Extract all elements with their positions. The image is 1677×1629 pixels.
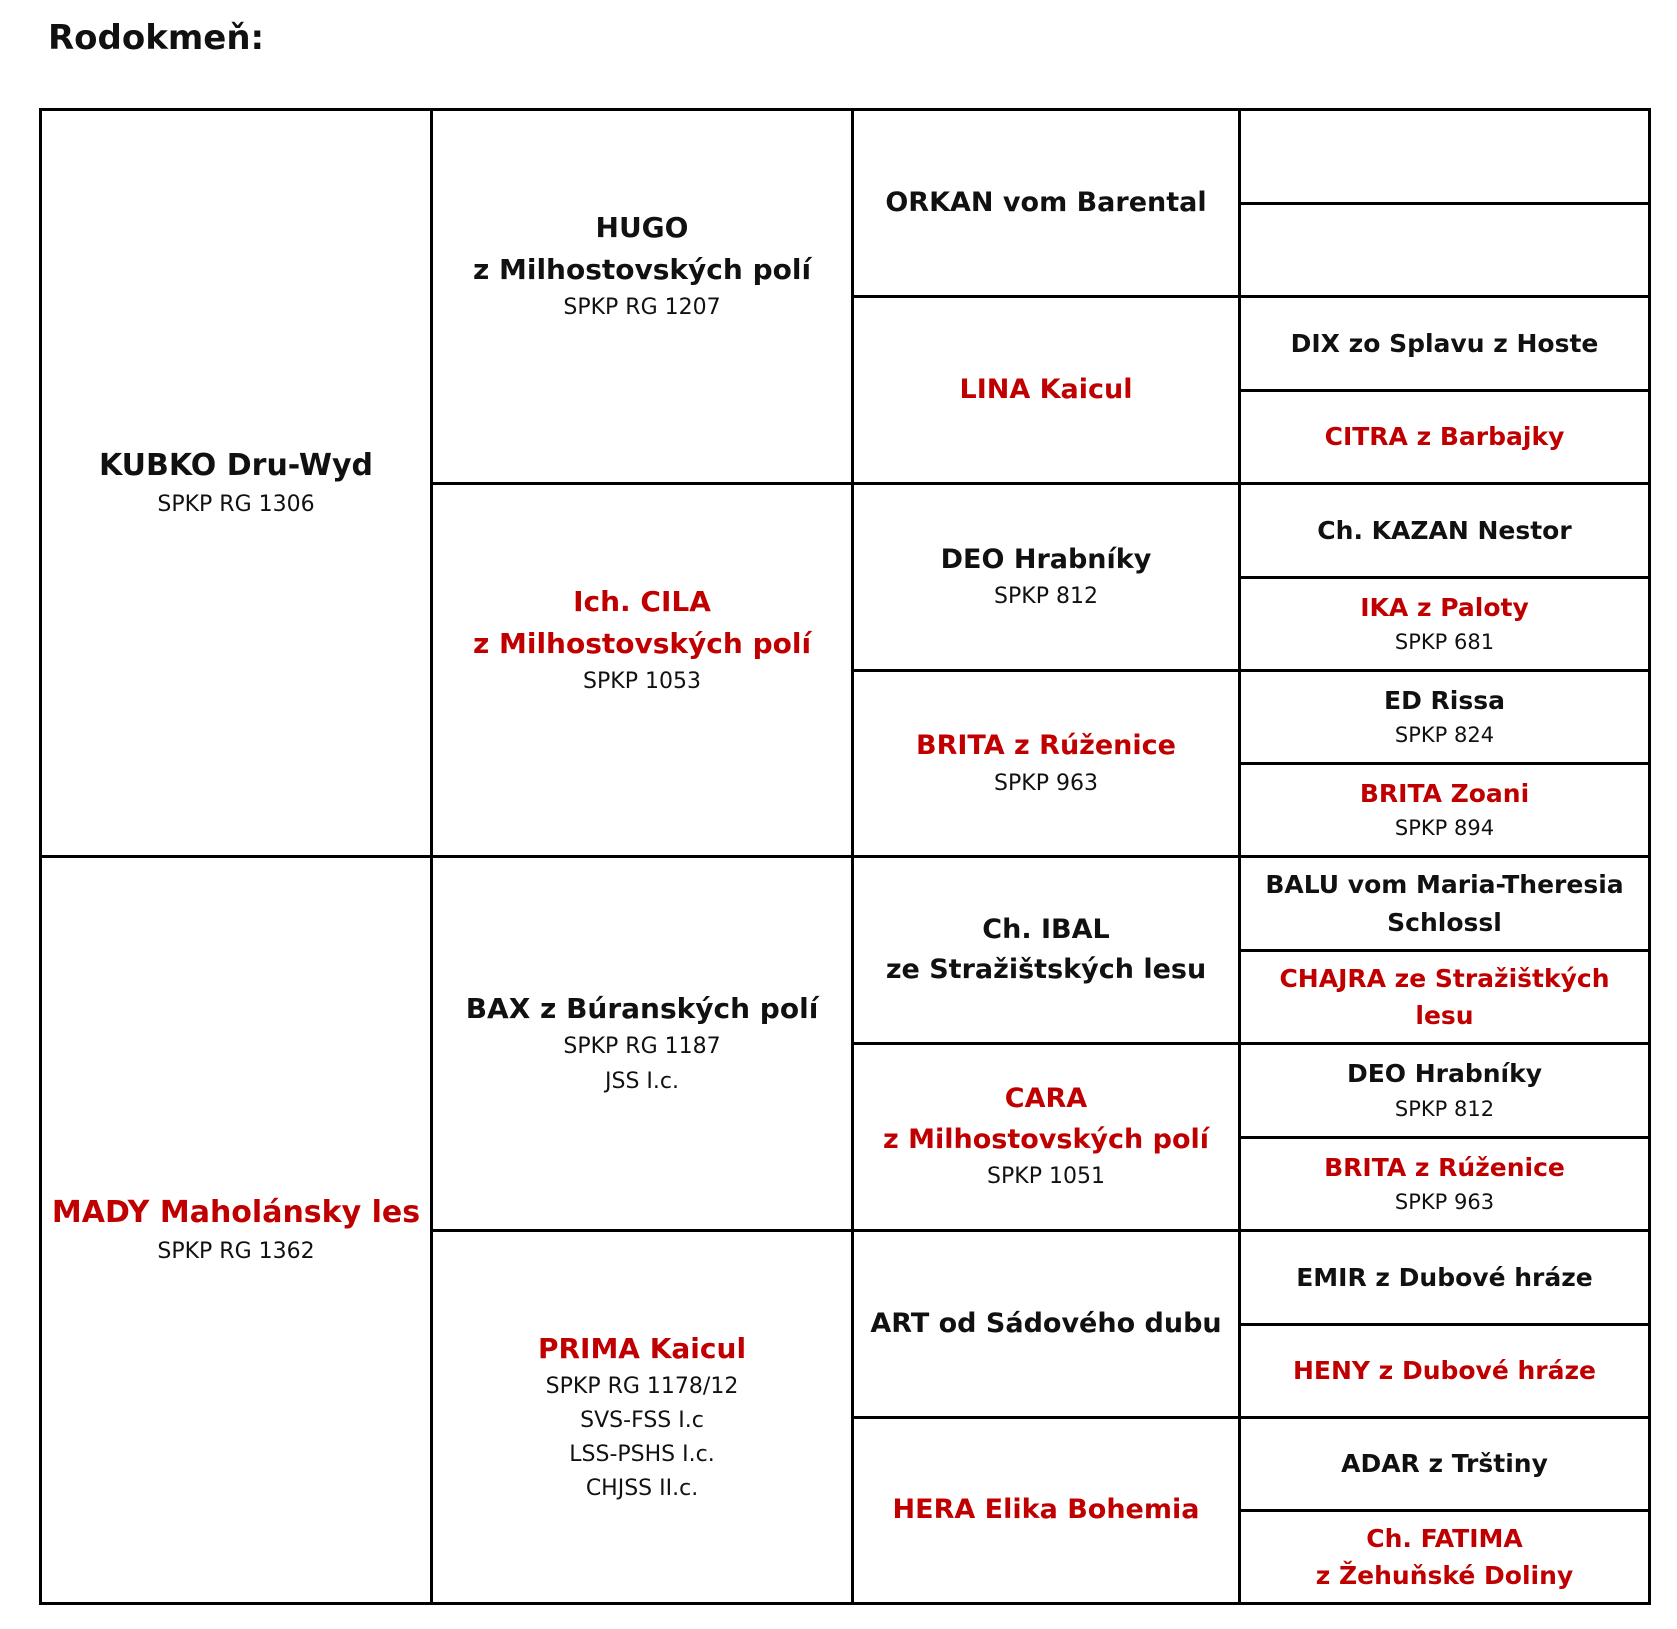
g4-ancestor-13: [1241, 1232, 1648, 1326]
g4-ancestor-2: [1241, 205, 1648, 298]
g4-ancestor-12-registration: SPKP 963: [1394, 1190, 1495, 1215]
g4-ancestor-10-name: CHAJRA ze Stražištkých lesu: [1279, 963, 1610, 1030]
g3-dam-sire-dam-name-line2: z Milhostovských polí: [882, 1123, 1210, 1155]
dam-dam-title-3: CHJSS II.c.: [585, 1476, 699, 1502]
g4-ancestor-14: [1241, 1326, 1648, 1419]
dam-dam-name: PRIMA Kaicul: [537, 1331, 747, 1365]
g4-ancestor-4: [1241, 392, 1648, 485]
sire-sire-registration: SPKP RG 1207: [563, 295, 721, 321]
g4-ancestor-7-name: ED Rissa: [1384, 685, 1505, 715]
g4-ancestor-11-registration: SPKP 812: [1394, 1096, 1495, 1121]
g3-dam-sire-sire-cell: [854, 858, 1241, 1045]
sire-sire-name-line2: z Milhostovských polí: [472, 253, 812, 287]
g4-ancestor-3: [1241, 298, 1648, 392]
g3-sire-dam-sire-name: DEO Hrabníky: [940, 543, 1152, 575]
dam-registration: SPKP RG 1362: [157, 1239, 315, 1265]
dam-dam-registration: SPKP RG 1178/12: [545, 1373, 739, 1399]
g3-sire-sire-dam-name: LINA Kaicul: [959, 373, 1133, 405]
dam-sire-cell: [433, 858, 854, 1232]
sire-cell: [42, 111, 433, 858]
g4-ancestor-5: [1241, 485, 1648, 579]
g3-sire-dam-dam-name: BRITA z Rúženice: [916, 730, 1176, 762]
g4-ancestor-11: [1241, 1045, 1648, 1139]
g3-sire-sire-sire-cell: [854, 111, 1241, 298]
dam-cell: [42, 858, 433, 1602]
dam-name: MADY Maholánsky les: [51, 1195, 421, 1231]
g4-ancestor-5-name: Ch. KAZAN Nestor: [1317, 515, 1572, 545]
g3-dam-sire-dam-name-line1: CARA: [1004, 1083, 1088, 1115]
sire-dam-registration: SPKP 1053: [583, 668, 701, 694]
g3-sire-dam-dam-registration: SPKP 963: [994, 770, 1098, 796]
g4-ancestor-6-registration: SPKP 681: [1394, 630, 1495, 655]
g3-sire-sire-sire-name: ORKAN vom Barental: [885, 186, 1207, 218]
g4-ancestor-12-name: BRITA z Rúženice: [1324, 1152, 1565, 1182]
sire-dam-cell: [433, 485, 854, 858]
dam-sire-name: BAX z Búranských polí: [465, 992, 819, 1026]
g3-sire-dam-dam-cell: [854, 672, 1241, 858]
g4-ancestor-8-name: BRITA Zoani: [1359, 778, 1530, 808]
dam-dam-title-1: SVS-FSS I.c: [580, 1407, 704, 1433]
g3-dam-sire-dam-cell: [854, 1045, 1241, 1232]
g4-ancestor-9-name-line2: Schlossl: [1387, 907, 1502, 937]
g4-ancestor-9: [1241, 858, 1648, 952]
g4-ancestor-10: [1241, 952, 1648, 1045]
g3-dam-sire-sire-name-line1: Ch. IBAL: [982, 913, 1110, 945]
sire-sire-cell: [433, 111, 854, 485]
g4-ancestor-7: [1241, 672, 1648, 765]
g4-ancestor-16-name-line2: z Žehuňské Doliny: [1315, 1561, 1574, 1590]
sire-dam-name-line1: Ich. CILA: [573, 584, 711, 618]
sire-registration: SPKP RG 1306: [157, 492, 315, 518]
g3-dam-dam-dam-name: HERA Elika Bohemia: [892, 1494, 1200, 1526]
g3-dam-dam-sire-name: ART od Sádového dubu: [870, 1307, 1222, 1339]
g3-dam-sire-dam-registration: SPKP 1051: [987, 1164, 1105, 1190]
g3-sire-dam-sire-cell: [854, 485, 1241, 672]
g4-ancestor-15: [1241, 1419, 1648, 1512]
g4-ancestor-12: [1241, 1139, 1648, 1232]
g4-ancestor-9-name-line1: BALU vom Maria-Theresia: [1265, 870, 1624, 899]
g3-sire-sire-dam-cell: [854, 298, 1241, 485]
dam-sire-title: JSS I.c.: [605, 1068, 679, 1094]
g4-ancestor-3-name: DIX zo Splavu z Hoste: [1290, 328, 1599, 358]
g3-sire-dam-sire-registration: SPKP 812: [994, 584, 1098, 610]
dam-sire-registration: SPKP RG 1187: [563, 1034, 721, 1060]
g4-ancestor-16: [1241, 1512, 1648, 1602]
dam-dam-cell: [433, 1232, 854, 1602]
g4-ancestor-7-registration: SPKP 824: [1394, 723, 1495, 748]
g4-ancestor-8-registration: SPKP 894: [1394, 816, 1495, 841]
g4-ancestor-6-name: IKA z Paloty: [1360, 592, 1529, 622]
g3-dam-sire-sire-name-line2: ze Stražištských lesu: [885, 954, 1207, 985]
g4-ancestor-8: [1241, 765, 1648, 858]
page-title: Rodokmeň:: [48, 18, 265, 58]
g3-dam-dam-dam-cell: [854, 1419, 1241, 1602]
g4-ancestor-15-name: ADAR z Trštiny: [1341, 1449, 1548, 1479]
sire-name: KUBKO Dru-Wyd: [98, 448, 374, 484]
g4-ancestor-11-name: DEO Hrabníky: [1346, 1059, 1543, 1089]
g3-dam-dam-sire-cell: [854, 1232, 1241, 1419]
pedigree-table: [39, 108, 1651, 1605]
g4-ancestor-4-name: CITRA z Barbajky: [1324, 422, 1565, 452]
g4-ancestor-6: [1241, 579, 1648, 672]
g4-ancestor-16-name-line1: Ch. FATIMA: [1366, 1523, 1523, 1553]
g4-ancestor-1: [1241, 111, 1648, 205]
g4-ancestor-14-name: HENY z Dubové hráze: [1292, 1356, 1597, 1386]
sire-dam-name-line2: z Milhostovských polí: [472, 626, 812, 660]
dam-dam-title-2: LSS-PSHS I.c.: [569, 1442, 715, 1467]
g4-ancestor-13-name: EMIR z Dubové hráze: [1296, 1262, 1593, 1292]
sire-sire-name-line1: HUGO: [595, 211, 689, 245]
